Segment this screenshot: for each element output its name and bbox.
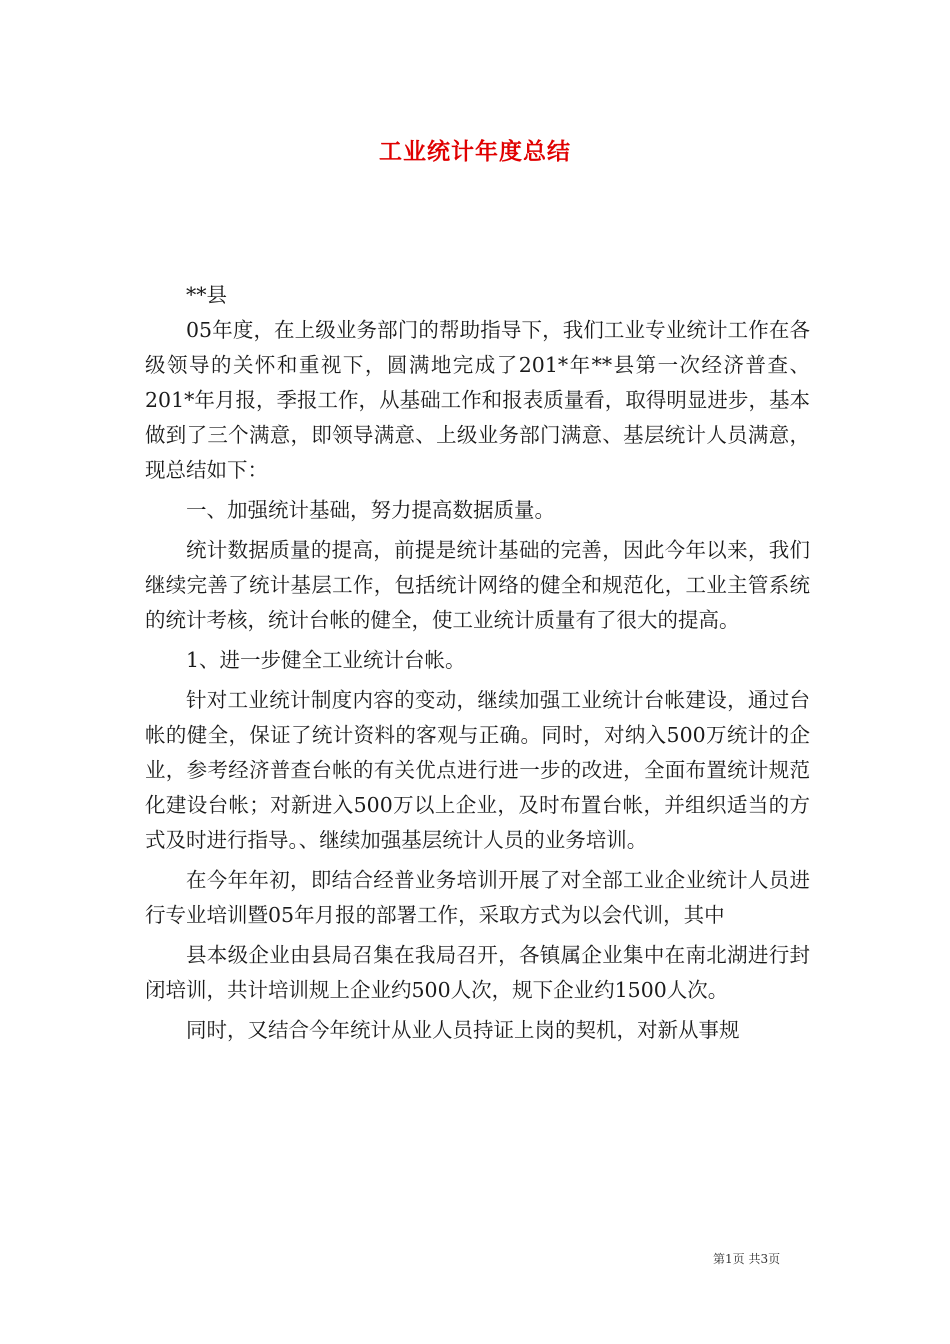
document-title: 工业统计年度总结 — [379, 139, 571, 165]
paragraph-county: **县 — [186, 283, 227, 307]
paragraph-certification: 同时，又结合今年统计从业人员持证上岗的契机，对新从事规 — [186, 1018, 740, 1042]
section-heading-1: 一、加强统计基础，努力提高数据质量。 — [186, 498, 555, 522]
page-number: 第1页 共3页 — [713, 1252, 781, 1266]
subheading-1: 1、进一步健全工业统计台帐。 — [186, 648, 466, 672]
paragraph-intro: 05年度，在上级业务部门的帮助指导下，我们工业专业统计工作在各级领导的关怀和重视下，圆满地完成了201*年**县第一次经济普查、201*年月报，季报工作，从基础工作和报表质量看，取得明显进步，基本做到了三个满意，即领导满意、上级业务部门满意、基层统计人员满意，现总结如下： — [145, 318, 810, 482]
document-body — [145, 278, 810, 1048]
paragraph-training: 在今年年初，即结合经普业务培训开展了对全部工业企业统计人员进行专业培训暨05年月报的部署工作，采取方式为以会代训，其中 — [145, 868, 810, 927]
paragraph-county-enterprises: 县本级企业由县局召集在我局召开，各镇属企业集中在南北湖进行封闭培训，共计培训规上企业约500人次，规下企业约1500人次。 — [145, 943, 810, 1002]
paragraph-data-quality: 统计数据质量的提高，前提是统计基础的完善，因此今年以来，我们继续完善了统计基层工作，包括统计网络的健全和规范化，工业主管系统的统计考核，统计台帐的健全，使工业统计质量有了很大的提高。 — [145, 538, 810, 632]
paragraph-ledger: 针对工业统计制度内容的变动，继续加强工业统计台帐建设，通过台帐的健全，保证了统计资料的客观与正确。同时，对纳入500万统计的企业，参考经济普查台帐的有关优点进行进一步的改进，全面布置统计规范化建设台帐；对新进入500万以上企业，及时布置台帐，并组织适当的方式及时进行指导。、继续加强基层统计人员的业务培训。 — [145, 688, 810, 852]
